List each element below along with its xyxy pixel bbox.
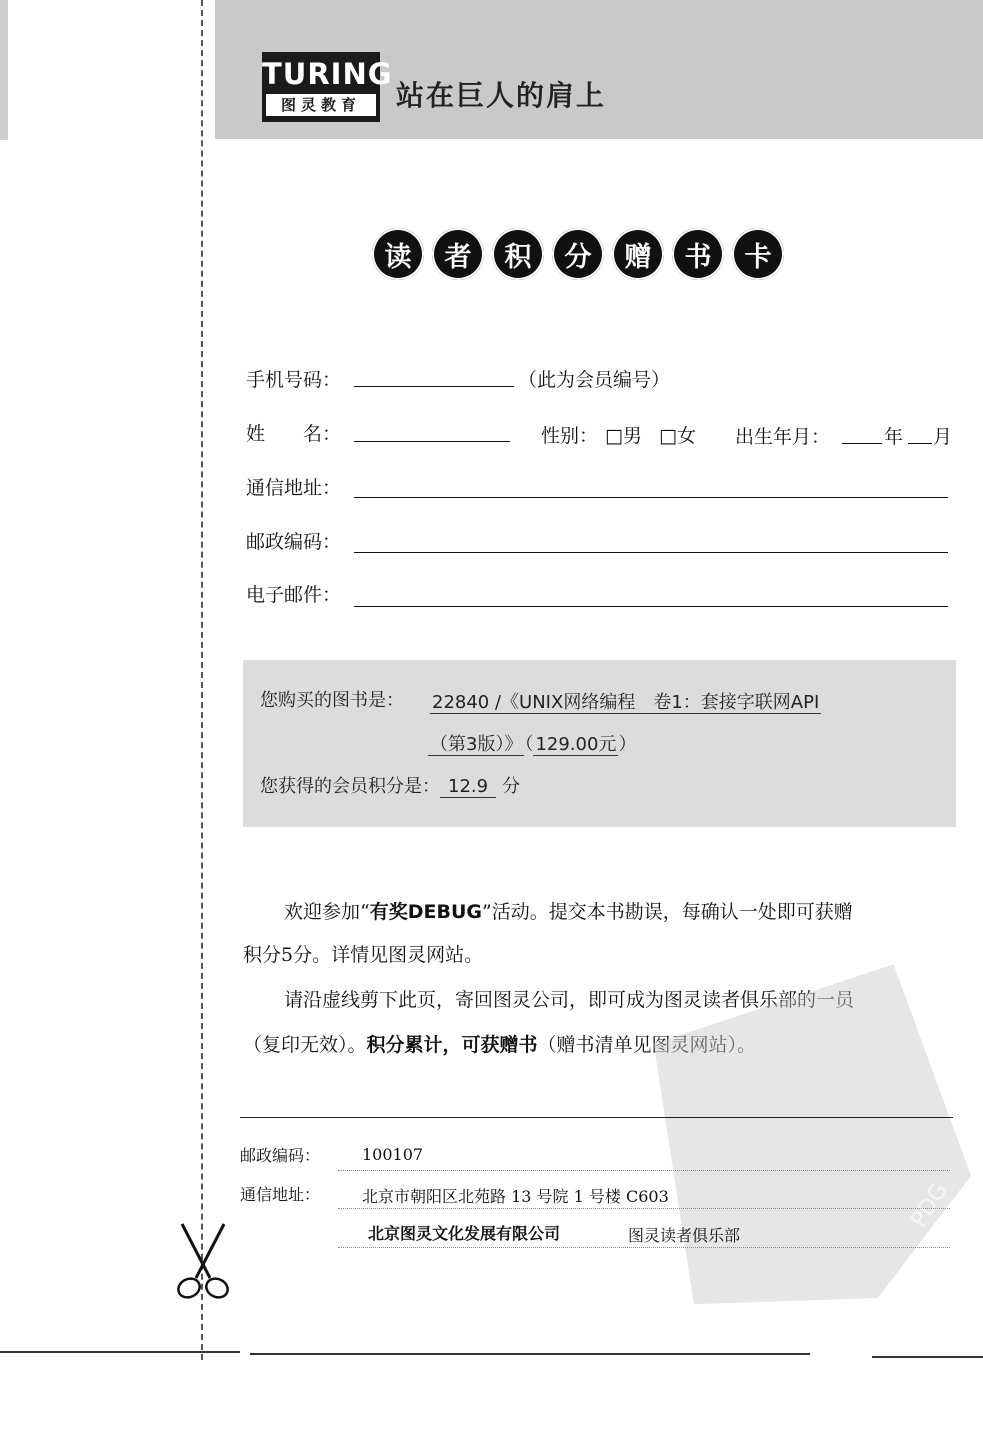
female-checkbox[interactable]: □女 <box>659 425 696 447</box>
turing-logo <box>262 52 393 122</box>
dotted-line <box>338 1170 950 1171</box>
price-open: （ <box>524 734 534 755</box>
notice-text: （赠书清单见图灵网站）。 <box>537 1034 757 1056</box>
title-char: 分 <box>552 228 604 280</box>
mailing-postcode-label: 邮政编码： <box>240 1146 321 1165</box>
postcode-field[interactable] <box>354 552 948 553</box>
book-title-text: 22840 /《UNIX网络编程 卷1：套接字联网API <box>432 692 820 713</box>
mailing-company: 北京图灵文化发展有限公司 <box>368 1224 561 1243</box>
mailing-postcode: 100107 <box>362 1145 424 1164</box>
phone-label: 手机号码： <box>246 369 342 391</box>
scissors-icon <box>172 1222 234 1302</box>
address-label: 通信地址： <box>246 477 342 499</box>
address-field[interactable] <box>354 497 948 498</box>
watermark-stamp <box>626 958 983 1341</box>
birth-month-field[interactable] <box>908 443 932 444</box>
mailing-divider <box>240 1117 953 1118</box>
price-close: ） <box>618 734 637 755</box>
title-char: 读 <box>372 228 424 280</box>
logo-subtitle: 图灵教育 <box>266 94 376 116</box>
slogan: 站在巨人的肩上 <box>396 79 607 112</box>
book-title-line2 <box>428 730 636 756</box>
scan-edge-line <box>0 1351 240 1353</box>
debug-highlight: 有奖DEBUG <box>369 901 482 923</box>
title-char: 积 <box>492 228 544 280</box>
birth-label: 出生年月： <box>735 426 831 448</box>
notice-text: 欢迎参加“ <box>284 901 370 923</box>
phone-note: （此为会员编号） <box>518 369 671 391</box>
title-char: 者 <box>432 228 484 280</box>
scan-edge-line <box>872 1356 983 1358</box>
mailing-address-label: 通信地址： <box>240 1185 321 1204</box>
mailing-club: 图灵读者俱乐部 <box>628 1226 741 1245</box>
scan-edge-line <box>250 1353 810 1355</box>
points-highlight: 积分累计，可获赠书 <box>366 1034 538 1056</box>
email-label: 电子邮件： <box>246 584 342 606</box>
postcode-label: 邮政编码： <box>246 531 342 553</box>
book-title-line1 <box>430 688 821 714</box>
logo-word: TURING <box>262 57 393 91</box>
phone-field[interactable] <box>354 386 514 387</box>
points-value: 12.9 <box>440 776 496 798</box>
book-edition-text: （第3版）》 <box>430 734 523 755</box>
email-field[interactable] <box>354 606 948 607</box>
title-char: 卡 <box>732 228 784 280</box>
points-row <box>260 772 520 798</box>
dotted-line <box>338 1208 950 1209</box>
birth-year-field[interactable] <box>842 443 882 444</box>
book-price: 129.00元 <box>535 734 617 755</box>
title-char: 书 <box>672 228 724 280</box>
mail-notice-line1: 请沿虚线剪下此页，寄回图灵公司，即可成为图灵读者俱乐部的一员 <box>284 989 855 1011</box>
card-title <box>372 228 784 280</box>
points-unit: 分 <box>502 776 521 797</box>
month-label: 月 <box>933 426 953 448</box>
dotted-line <box>338 1247 950 1248</box>
gender-label: 性别： <box>541 425 599 447</box>
male-checkbox[interactable]: □男 <box>605 425 642 447</box>
points-label: 您获得的会员积分是： <box>260 776 440 797</box>
notice-text: （复印无效）。 <box>243 1034 367 1056</box>
notice-text: ”活动。提交本书勘误，每确认一处即可获赠 <box>481 901 853 923</box>
book-label: 您购买的图书是： <box>260 690 404 711</box>
debug-notice-line2: 积分5分。详情见图灵网站。 <box>243 944 484 966</box>
mailing-address: 北京市朝阳区北苑路 13 号院 1 号楼 C603 <box>362 1187 669 1206</box>
stamp-text: PDG <box>906 1178 953 1233</box>
debug-notice-line1 <box>284 901 853 924</box>
year-label: 年 <box>884 426 904 448</box>
name-label: 姓 名： <box>246 423 342 445</box>
cut-dashed-line <box>201 0 203 1360</box>
title-char: 赠 <box>612 228 664 280</box>
name-field[interactable] <box>354 441 510 442</box>
left-edge-shade <box>0 0 8 140</box>
